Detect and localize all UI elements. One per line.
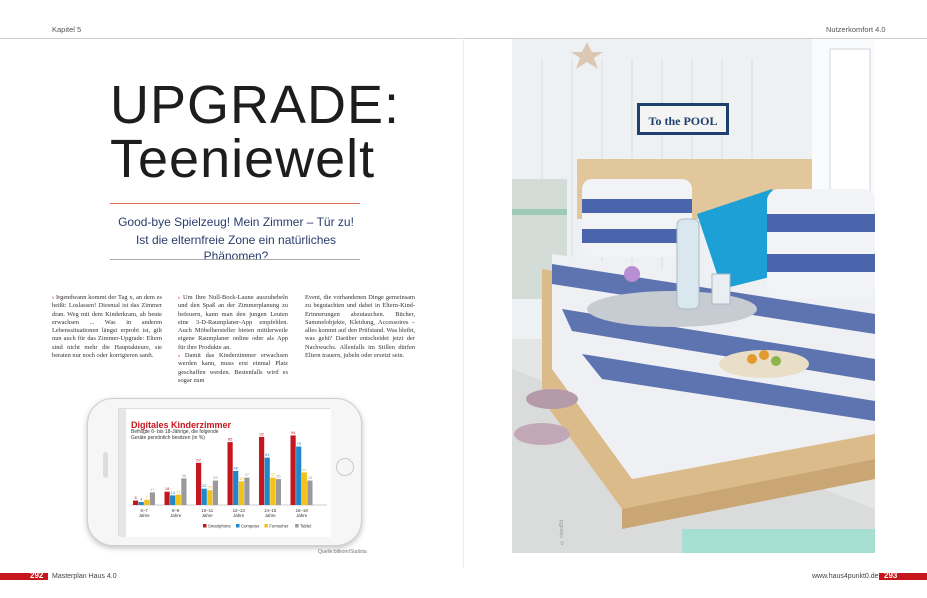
bar-value-label: 6	[134, 495, 137, 501]
bar-computer	[265, 458, 270, 505]
bar-chart	[119, 409, 331, 537]
bar-value-label: 13	[170, 489, 175, 495]
bar-value-label: 33	[307, 475, 313, 481]
bar-computer	[170, 495, 175, 505]
bar-fernseher	[176, 495, 181, 505]
title-rule	[110, 203, 360, 204]
bar-value-label: 64	[264, 452, 270, 458]
bullet-arrow-icon: ›	[178, 294, 181, 301]
page-number-right: 293	[884, 571, 898, 580]
chart-source: Quelle:bitkom/Statista	[318, 549, 367, 555]
bar-tablet	[213, 481, 218, 505]
category-label: Jahre	[201, 513, 213, 518]
bar-value-label: 85	[227, 436, 233, 442]
category-label: 6–7	[140, 508, 148, 513]
lead-line2: Ist die elternfreie Zone ein natürliches Phänomen?	[135, 233, 337, 263]
pool-sign-text: To the POOL	[648, 114, 718, 128]
bar-value-label: 37	[270, 472, 276, 478]
bar-value-label: 14	[176, 489, 181, 495]
bar-fernseher	[239, 481, 244, 505]
bar-value-label: 32	[239, 475, 244, 481]
lead-rule	[110, 259, 360, 260]
bar-value-label: 79	[296, 441, 301, 447]
bar-value-label: 35	[276, 473, 281, 479]
legend-label: Smartphone	[208, 523, 231, 529]
bar-tablet	[307, 481, 312, 505]
chart-sidebar	[119, 409, 126, 537]
bar-tablet	[181, 478, 186, 505]
footer-title: Masterplan Haus 4.0	[52, 573, 117, 580]
bullet-arrow-icon: ›	[52, 294, 55, 301]
chart-subtitle: Befragte 6- bis 18-Jährige, die folgende Geräte persönlich besitzen (in %)	[131, 429, 219, 441]
bar-value-label: 7	[145, 494, 148, 500]
bar-computer	[139, 502, 144, 505]
bar-tablet	[244, 478, 249, 505]
chart-panel	[118, 408, 330, 536]
category-label: Jahre	[233, 513, 245, 518]
bar-computer	[202, 489, 207, 505]
bar-tablet	[276, 479, 281, 505]
page-spine	[463, 38, 464, 568]
category-label: 8–9	[172, 508, 180, 513]
category-label: 12–13	[232, 508, 245, 513]
bedroom-photo	[512, 39, 875, 553]
bar-value-label: 94	[290, 429, 296, 435]
bar-fernseher	[302, 472, 307, 505]
body-text: Damit das Kinderzimmer erwachsen werden kann, muss erst einmal Platz geschaffen werden. Bestenfalls wird es sogar zum	[178, 352, 288, 384]
bullet-arrow-icon: ›	[178, 352, 181, 360]
bar-value-label: 22	[201, 483, 207, 489]
bar-value-label: 44	[302, 466, 307, 472]
bar-value-label: 18	[164, 486, 170, 492]
phone-speaker-icon	[103, 452, 108, 478]
section-label: Nutzerkomfort 4.0	[826, 25, 886, 34]
bar-value-label: 37	[244, 472, 250, 478]
category-label: Jahre	[296, 513, 308, 518]
category-label: 14–15	[264, 508, 277, 513]
category-label: 16–18	[295, 508, 308, 513]
body-column-1	[52, 294, 162, 360]
body-column-2	[178, 294, 288, 385]
photo-credit: © ctavaBit	[559, 520, 565, 546]
legend-label: Computer	[241, 523, 260, 529]
bar-computer	[233, 471, 238, 505]
bar-tablet	[150, 492, 155, 505]
bar-value-label: 92	[259, 431, 264, 437]
page-title-line2: Teeniewelt	[110, 129, 376, 189]
category-label: 10–11	[201, 508, 214, 513]
bar-smartphone	[291, 435, 296, 505]
bar-smartphone	[259, 437, 264, 505]
body-text: Event, die vorhandenen Dinge gemeinsam zu begutachten und dabei in Eltern-Kind-Erinnerungen abzutauchen. Bücher, Sammelobjekte, Kleidung, Accessoires – alles kommt auf den Prüfstand. Was bleibt, was geht? Darüber entscheidet jetzt der Nachwuchs. Allenfalls im Stillen dürfen Eltern trauern, jubeln oder ersetzt sein.	[305, 294, 415, 360]
bar-value-label: 46	[233, 465, 238, 471]
legend-label: Fernseher	[269, 523, 289, 529]
bar-computer	[296, 447, 301, 505]
bar-value-label: 36	[181, 472, 187, 478]
category-label: Jahre	[264, 513, 276, 518]
page-number-left: 292	[30, 571, 44, 580]
category-label: Jahre	[170, 513, 182, 518]
bar-smartphone	[196, 463, 201, 505]
bar-fernseher	[144, 500, 149, 505]
bar-smartphone	[228, 442, 233, 505]
legend-swatch	[236, 524, 240, 528]
bar-value-label: 17	[150, 486, 155, 492]
bar-value-label: 20	[207, 484, 213, 490]
legend-label: Tablet	[300, 523, 312, 529]
bar-fernseher	[270, 478, 275, 505]
lead-line1: Good-bye Spielzeug! Mein Zimmer – Tür zu!	[118, 215, 354, 229]
footer-url: www.haus4punkt0.de	[812, 573, 879, 580]
legend-swatch	[295, 524, 299, 528]
body-text: Irgendwann kommt der Tag x, an dem es heißt: Loslassen! Diesmal ist das Zimmer dran. Weg mit dem Kinderkram, ab heute erwachsen ... Was in anderen Lebenssituationen längst erprobt ist, gilt nun auch für das Zimmer-Upgrade: Eltern sind nicht mehr die Hauptakteure, sie beraten nur noch oder korrigieren sanft.	[52, 294, 162, 360]
body-text: Um Ihre Null-Bock-Laune auszuhebeln und den Spaß an der Zimmerplanung zu befeuern, kann man den jungen Leuten eine 3-D-Raumplaner-App empfehlen. Auch Möbelhersteller bieten mittlerweile eigene Raumplaner online oder als App für ihre Produkte an.	[178, 294, 288, 351]
phone-home-button-icon	[336, 458, 354, 476]
bar-smartphone	[133, 501, 138, 505]
bar-smartphone	[165, 492, 170, 505]
legend-swatch	[203, 524, 207, 528]
page-title-line1: UPGRADE:	[110, 75, 401, 135]
bar-value-label: 4	[140, 496, 143, 502]
legend-swatch	[264, 524, 268, 528]
bar-fernseher	[207, 490, 212, 505]
bar-value-label: 57	[196, 457, 201, 463]
category-label: Jahre	[138, 513, 150, 518]
bar-value-label: 33	[213, 475, 218, 481]
body-column-3	[305, 294, 415, 360]
chapter-label: Kapitel 5	[52, 25, 82, 34]
chart-title: Digitales Kinderzimmer	[131, 420, 232, 430]
